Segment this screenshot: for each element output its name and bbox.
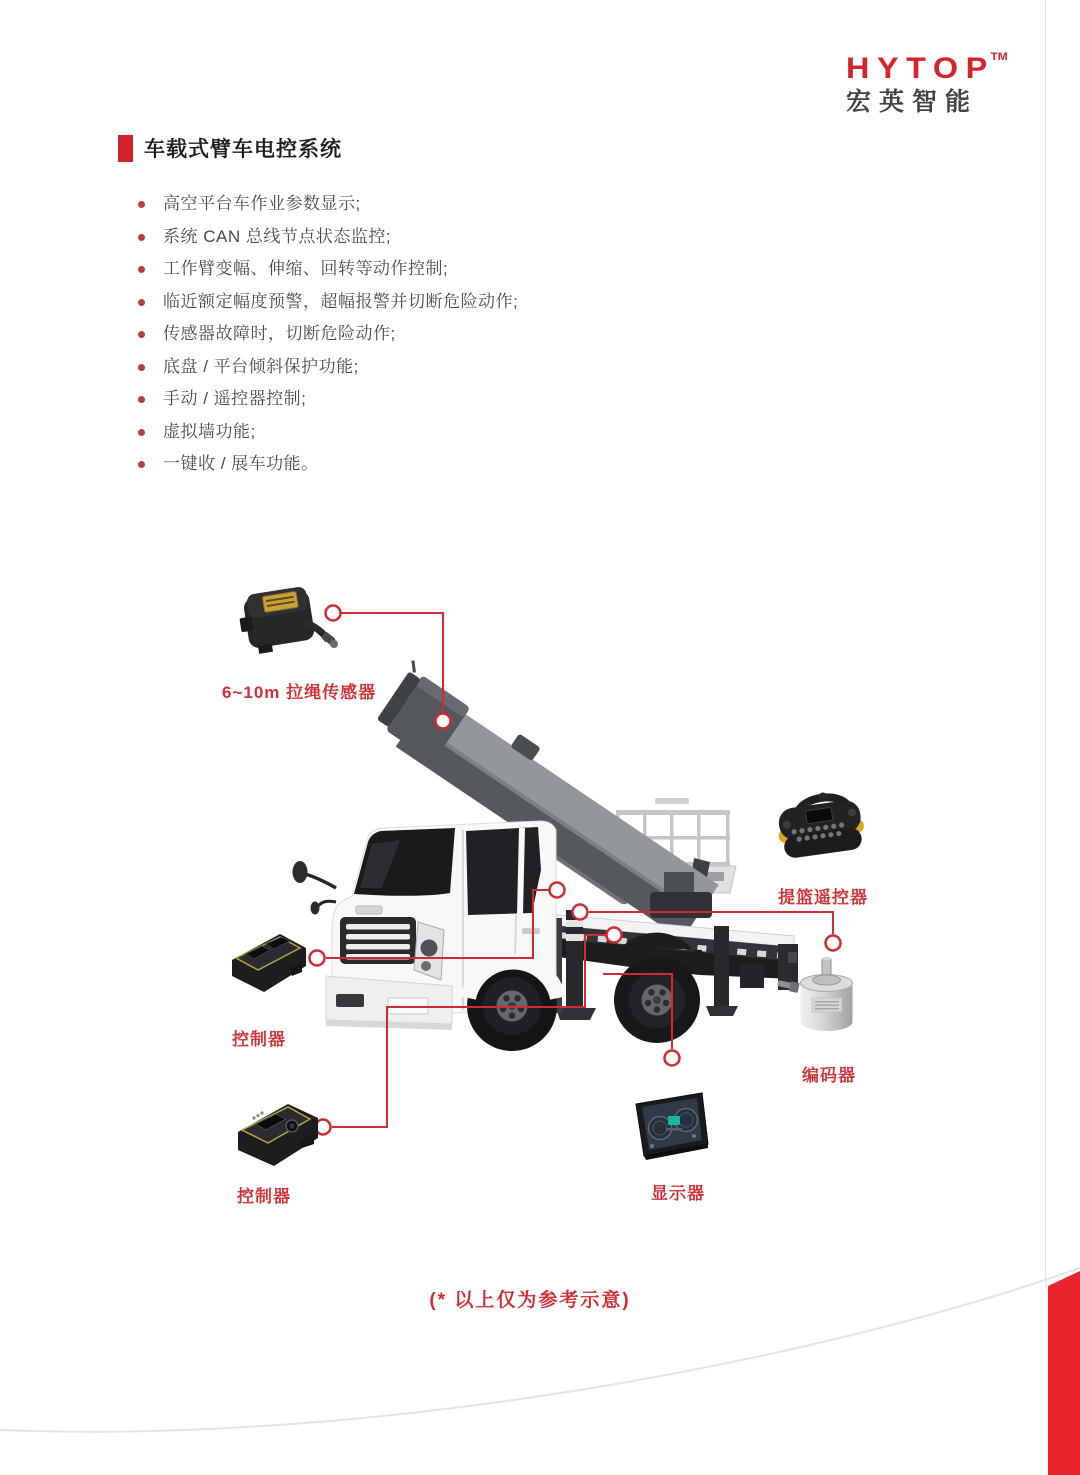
reference-note: (* 以上仅为参考示意)	[429, 1290, 631, 1311]
feature-item: 虚拟墙功能;	[134, 416, 518, 449]
feature-item: 底盘 / 平台倾斜保护功能;	[134, 351, 518, 384]
feature-item: 一键收 / 展车功能。	[134, 448, 518, 481]
label-controller-bottom: 控制器	[237, 1187, 291, 1206]
label-display: 显示器	[651, 1184, 705, 1203]
page-title: 车载式臂车电控系统	[144, 138, 342, 161]
trademark-mark: TM	[990, 51, 1008, 63]
basket-remote-image	[775, 793, 867, 860]
feature-item: 传感器故障时，切断危险动作;	[134, 318, 518, 351]
controller-bottom-image	[238, 1104, 318, 1166]
feature-item: 临近额定幅度预警，超幅报警并切断危险动作;	[134, 286, 518, 319]
label-encoder: 编码器	[802, 1066, 856, 1085]
truck-illustration	[293, 661, 799, 1051]
feature-item: 高空平台车作业参数显示;	[134, 188, 518, 221]
feature-item: 工作臂变幅、伸缩、回转等动作控制;	[134, 253, 518, 286]
label-controller-top: 控制器	[232, 1030, 286, 1049]
display-image	[636, 1093, 708, 1160]
brand-logo-cn: 宏英智能	[846, 88, 979, 116]
rope-sensor-image	[236, 586, 338, 657]
controller-top-image	[232, 934, 306, 992]
feature-item: 手动 / 遥控器控制;	[134, 383, 518, 416]
label-rope-sensor: 6~10m 拉绳传感器	[222, 683, 377, 702]
label-basket-remote: 提篮遥控器	[778, 888, 868, 907]
logo-wordmark: HYTOP	[846, 52, 995, 85]
feature-item: 系统 CAN 总线节点状态监控;	[134, 221, 518, 254]
